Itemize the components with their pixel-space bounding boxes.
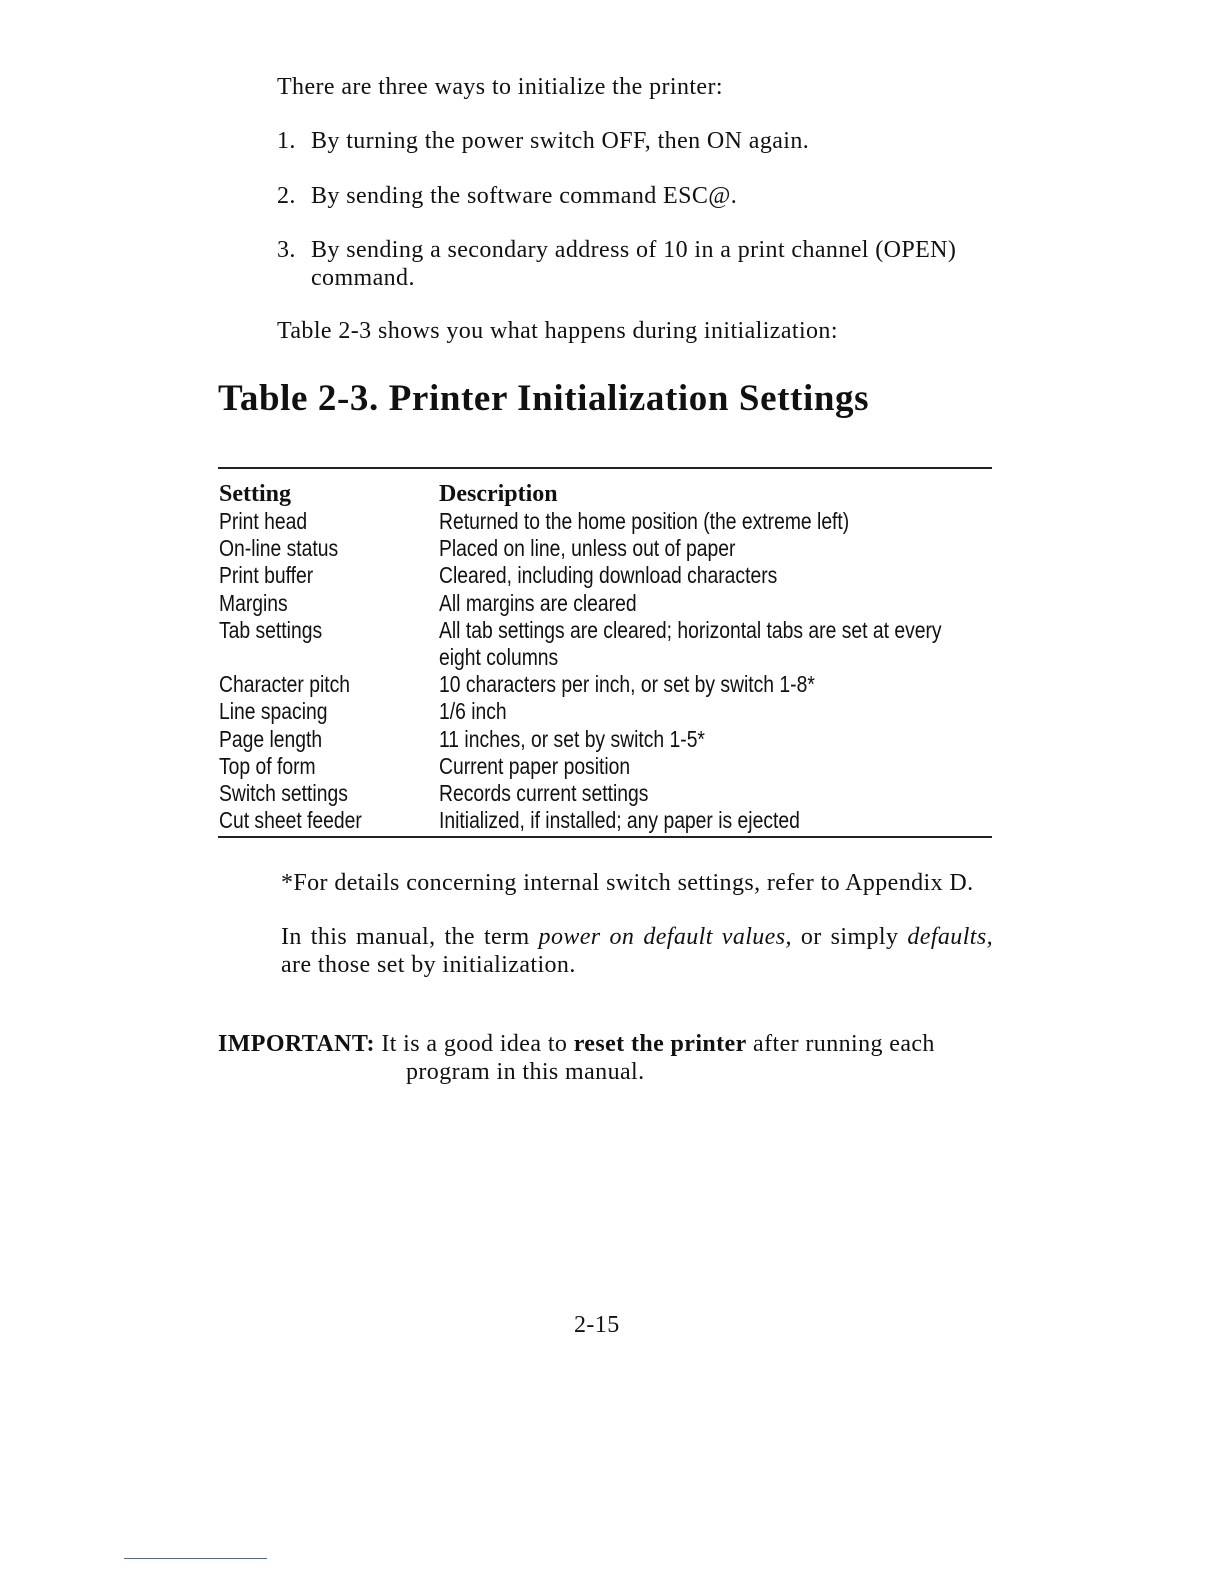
setting-cell: Line spacing (219, 698, 328, 725)
setting-cell: Top of form (219, 752, 316, 779)
header-description: Description (439, 481, 558, 507)
defaults-paragraph (281, 923, 993, 979)
defaults-text: are those set by initialization. (281, 952, 576, 978)
table-row (218, 698, 992, 725)
setting-cell: Print buffer (219, 562, 314, 589)
description-cell: 10 characters per inch, or set by switch 1-8* (439, 671, 815, 698)
settings-table (218, 467, 992, 838)
table-row (218, 590, 992, 617)
table-row (218, 807, 992, 834)
defaults-text: or simply (791, 924, 908, 950)
table-row (218, 508, 992, 535)
description-cell: Current paper position (439, 752, 631, 779)
description-cell: All margins are cleared (439, 589, 637, 616)
description-cell: Records current settings (439, 780, 649, 807)
step-number: 2. (277, 183, 296, 209)
setting-cell: Print head (219, 508, 308, 534)
step-text: By sending a secondary address of 10 in a print channel (OPEN) command. (311, 237, 957, 291)
table-title: Table 2-3. Printer Initialization Settings (218, 378, 870, 419)
table-row (218, 780, 992, 807)
important-label: IMPORTANT: (218, 1031, 375, 1057)
page-number: 2-15 (574, 1312, 620, 1338)
footnote: *For details concerning internal switch settings, refer to Appendix D. (281, 870, 974, 896)
description-cell: Cleared, including download characters (439, 562, 778, 589)
step-number: 1. (277, 128, 296, 154)
intro-text: There are three ways to initialize the printer: (277, 74, 723, 100)
setting-cell: Switch settings (219, 780, 348, 807)
defaults-term-italic: defaults, (907, 924, 993, 950)
step-item (277, 236, 997, 292)
header-setting: Setting (219, 481, 291, 507)
description-cell: All tab settings are cleared; horizontal tabs are set at every eight columns (439, 616, 942, 671)
setting-cell: Page length (219, 725, 323, 752)
defaults-term-italic: power on default values, (538, 924, 792, 950)
scan-edge-line (124, 1558, 267, 1559)
important-note (218, 1030, 993, 1086)
table-row (218, 535, 992, 562)
important-emphasis: reset the printer (573, 1031, 747, 1057)
setting-cell: On-line status (219, 535, 339, 562)
defaults-text: In this manual, the term (281, 924, 539, 950)
important-text: It is a good idea to (374, 1031, 574, 1057)
step-text: By turning the power switch OFF, then ON again. (311, 128, 810, 154)
table-row (218, 753, 992, 780)
table-intro-text: Table 2-3 shows you what happens during initialization: (277, 318, 838, 344)
step-item (277, 182, 997, 210)
table-row (218, 562, 992, 589)
step-text: By sending the software command ESC@. (311, 183, 738, 209)
setting-cell: Character pitch (219, 671, 351, 698)
step-number: 3. (277, 237, 296, 263)
table-row (218, 726, 992, 753)
description-cell: 1/6 inch (439, 698, 507, 725)
table-row (218, 617, 992, 671)
important-text-line2: program in this manual. (406, 1059, 645, 1085)
step-item (277, 127, 997, 155)
description-cell: Initialized, if installed; any paper is ejected (439, 807, 800, 834)
table-header-row (218, 480, 992, 508)
important-text: after running each (746, 1031, 935, 1057)
table-row (218, 671, 992, 698)
setting-cell: Tab settings (219, 616, 323, 643)
description-cell: Returned to the home position (the extreme left) (439, 508, 850, 534)
setting-cell: Margins (219, 589, 288, 616)
setting-cell: Cut sheet feeder (219, 807, 362, 834)
description-cell: Placed on line, unless out of paper (439, 535, 736, 562)
description-cell: 11 inches, or set by switch 1-5* (439, 725, 705, 752)
